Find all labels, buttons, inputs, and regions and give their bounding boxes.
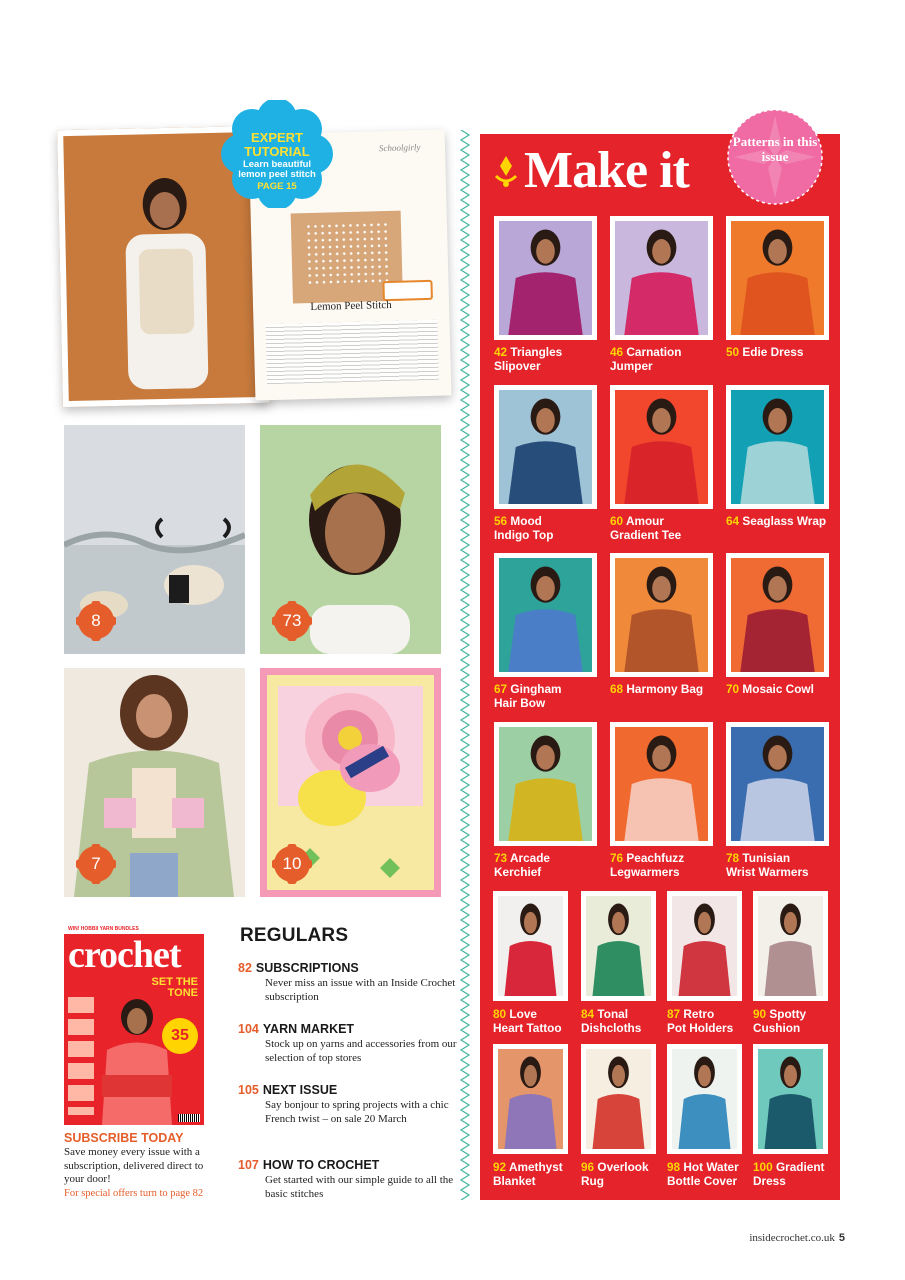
pattern-name: Harmony Bag — [626, 682, 704, 696]
page-badge — [272, 601, 312, 641]
pattern-image — [499, 221, 592, 335]
regular-title: YARN MARKET — [262, 1022, 355, 1036]
pattern-caption[interactable] — [493, 1007, 579, 1035]
pattern-name: Mood Indigo Top — [494, 514, 554, 542]
pattern-page: 73 — [494, 851, 508, 865]
pattern-thumbnail[interactable] — [581, 1044, 656, 1154]
pattern-page: 87 — [667, 1007, 681, 1021]
pattern-image — [758, 896, 823, 996]
footer-site[interactable]: insidecrochet.co.uk — [749, 1232, 835, 1244]
pattern-caption[interactable] — [753, 1007, 839, 1035]
regular-item-next-issue[interactable] — [238, 1083, 463, 1126]
regular-title: SUBSCRIPTIONS — [255, 961, 359, 975]
page-badge-number: 73 — [282, 611, 302, 630]
pattern-image — [615, 558, 708, 672]
patterns-badge — [724, 106, 826, 208]
subscribe-body: Save money every issue with a subscription, delivered direct to your door! — [64, 1146, 204, 1186]
badge-line-2: TUTORIAL — [244, 143, 310, 159]
subscribe-offer-link[interactable]: For special offers turn to page 82 — [64, 1188, 204, 1199]
pattern-name: Love Heart Tattoo — [493, 1007, 562, 1035]
pattern-image — [672, 1049, 737, 1149]
regular-desc: Get started with our simple guide to all the basic stitches — [265, 1174, 454, 1200]
pattern-caption[interactable] — [726, 345, 841, 359]
pattern-image — [615, 221, 708, 335]
pattern-page: 76 — [610, 851, 624, 865]
pattern-name: Arcade Kerchief — [494, 851, 550, 879]
pattern-image — [758, 1049, 823, 1149]
model-figure — [109, 173, 223, 390]
pattern-thumbnail[interactable] — [610, 553, 713, 677]
cover-pattern-count: 35 — [162, 1018, 198, 1054]
pattern-name: Spotty Cushion — [753, 1007, 807, 1035]
pattern-page: 50 — [726, 345, 740, 359]
badge-line-4: lemon peel stitch — [238, 169, 316, 181]
pattern-name: Overlook Rug — [581, 1160, 649, 1188]
pattern-caption[interactable] — [494, 682, 609, 710]
page-footer — [749, 1232, 845, 1244]
pattern-thumbnail[interactable] — [726, 722, 829, 846]
pattern-thumbnail[interactable] — [493, 1044, 568, 1154]
photo-cardigan[interactable] — [64, 668, 245, 897]
page-number: 5 — [838, 1232, 845, 1244]
badge-line-1: EXPERT — [250, 130, 303, 145]
pattern-page: 92 — [493, 1160, 507, 1174]
regular-item-how-to-crochet[interactable] — [238, 1158, 463, 1201]
pattern-name: Retro Pot Holders — [667, 1007, 734, 1035]
photo-frosty-yak[interactable] — [64, 425, 245, 654]
pattern-image — [731, 390, 824, 504]
pattern-page: 46 — [610, 345, 624, 359]
body-text-lines — [266, 320, 440, 384]
regular-page: 105 — [238, 1083, 259, 1097]
page-badge — [76, 844, 116, 884]
pattern-caption[interactable] — [493, 1160, 579, 1188]
cover-logo: crochet — [68, 934, 181, 976]
subscribe-title: SUBSCRIBE TODAY — [64, 1131, 184, 1145]
pattern-thumbnail[interactable] — [753, 891, 828, 1001]
pattern-thumbnail[interactable] — [667, 1044, 742, 1154]
regular-page: 82 — [238, 961, 252, 975]
expert-tutorial-badge[interactable] — [218, 100, 336, 208]
pattern-name: Amour Gradient Tee — [610, 514, 682, 542]
pattern-image — [498, 896, 563, 996]
pattern-thumbnail[interactable] — [667, 891, 742, 1001]
cover-top-strip: WIN! HOBBII YARN BUNDLES — [64, 925, 204, 934]
pattern-image — [615, 390, 708, 504]
cover-model — [102, 995, 172, 1125]
cover-headline-1: SET THE — [151, 976, 198, 988]
regular-item-subscriptions[interactable] — [238, 961, 463, 1004]
pattern-page: 42 — [494, 345, 508, 359]
pattern-thumbnail[interactable] — [753, 1044, 828, 1154]
pattern-caption[interactable] — [494, 851, 609, 879]
pattern-thumbnail[interactable] — [726, 553, 829, 677]
pattern-thumbnail[interactable] — [726, 385, 829, 509]
pattern-image — [731, 727, 824, 841]
pattern-thumbnail[interactable] — [494, 385, 597, 509]
regular-desc: Stock up on yarns and accessories from our selection of top stores — [265, 1038, 457, 1064]
pattern-thumbnail[interactable] — [610, 385, 713, 509]
cover-headline-2: TONE — [167, 987, 198, 999]
crochet-hook-icon — [494, 154, 518, 188]
pattern-name: Seaglass Wrap — [742, 514, 827, 528]
pattern-image — [498, 1049, 563, 1149]
pattern-caption[interactable] — [581, 1160, 667, 1188]
pattern-caption[interactable] — [494, 345, 609, 373]
pattern-caption[interactable] — [610, 345, 725, 373]
pattern-thumbnail[interactable] — [494, 722, 597, 846]
pattern-caption[interactable] — [610, 514, 725, 542]
pattern-caption[interactable] — [726, 514, 841, 528]
pattern-thumbnail[interactable] — [581, 891, 656, 1001]
regulars-heading: REGULARS — [240, 925, 349, 946]
pattern-image — [672, 896, 737, 996]
barcode — [178, 1114, 200, 1122]
pattern-page: 60 — [610, 514, 624, 528]
page-badge-number: 10 — [282, 854, 302, 873]
pattern-image — [731, 558, 824, 672]
pattern-page: 67 — [494, 682, 508, 696]
pattern-name: Tunisian Wrist Warmers — [726, 851, 809, 879]
make-it-title: Make it — [524, 142, 689, 199]
pattern-name: Mosaic Cowl — [742, 682, 814, 696]
pattern-page: 100 — [753, 1160, 773, 1174]
pattern-page: 90 — [753, 1007, 767, 1021]
pattern-thumbnail[interactable] — [493, 891, 568, 1001]
pattern-thumbnail[interactable] — [494, 553, 597, 677]
patterns-badge-text: Patterns in this issue — [732, 134, 818, 164]
pattern-page: 64 — [726, 514, 740, 528]
pattern-caption[interactable] — [726, 851, 841, 879]
pattern-thumbnail[interactable] — [610, 722, 713, 846]
regular-item-yarn-market[interactable] — [238, 1022, 463, 1065]
pattern-name: Gingham Hair Bow — [494, 682, 562, 710]
pattern-thumbnail[interactable] — [494, 216, 597, 340]
regular-title: HOW TO CROCHET — [262, 1158, 380, 1172]
regular-page: 104 — [238, 1022, 259, 1036]
pattern-caption[interactable] — [667, 1160, 753, 1188]
badge-line-3: Learn beautiful — [242, 159, 312, 171]
pattern-caption[interactable] — [753, 1160, 839, 1188]
pattern-page: 84 — [581, 1007, 595, 1021]
pattern-page: 56 — [494, 514, 508, 528]
regular-page: 107 — [238, 1158, 259, 1172]
pattern-name: Carnation Jumper — [610, 345, 682, 373]
page-header: Schoolgirly — [378, 142, 421, 154]
pattern-name: Gradient Dress — [753, 1160, 825, 1188]
pattern-page: 70 — [726, 682, 740, 696]
photo-headscarf[interactable] — [260, 425, 441, 654]
page-badge-number: 7 — [91, 854, 101, 873]
pattern-image — [499, 558, 592, 672]
pattern-image — [586, 896, 651, 996]
pattern-caption[interactable] — [667, 1007, 753, 1035]
magazine-cover[interactable] — [64, 925, 204, 1125]
pattern-name: Tonal Dishcloths — [581, 1007, 642, 1035]
regular-title: NEXT ISSUE — [262, 1083, 338, 1097]
pattern-image — [499, 390, 592, 504]
pattern-page: 96 — [581, 1160, 595, 1174]
pattern-page: 78 — [726, 851, 740, 865]
page-badge-number: 8 — [91, 611, 101, 630]
page-badge — [272, 844, 312, 884]
pattern-caption[interactable] — [581, 1007, 667, 1035]
pattern-image — [615, 727, 708, 841]
pattern-name: Edie Dress — [742, 345, 804, 359]
pattern-image — [731, 221, 824, 335]
cover-thumbnails — [68, 997, 94, 1115]
pattern-name: Peachfuzz Legwarmers — [610, 851, 685, 879]
tutorial-page-title: Lemon Peel Stitch — [310, 298, 392, 314]
pattern-name: Hot Water Bottle Cover — [667, 1160, 739, 1188]
pattern-name: Amethyst Blanket — [493, 1160, 563, 1188]
photo-granny-square[interactable] — [260, 668, 441, 897]
pattern-caption[interactable] — [610, 851, 725, 879]
pattern-page: 98 — [667, 1160, 681, 1174]
pattern-name: Triangles Slipover — [494, 345, 563, 373]
pattern-thumbnail[interactable] — [610, 216, 713, 340]
regular-desc: Never miss an issue with an Inside Crochet subscription — [265, 977, 456, 1003]
pattern-image — [586, 1049, 651, 1149]
regular-desc: Say bonjour to spring projects with a chic French twist – on sale 20 March — [265, 1099, 449, 1125]
pattern-caption[interactable] — [494, 514, 609, 542]
pattern-caption[interactable] — [610, 682, 725, 696]
pattern-thumbnail[interactable] — [726, 216, 829, 340]
pattern-page: 68 — [610, 682, 624, 696]
pattern-page: 80 — [493, 1007, 507, 1021]
badge-page: PAGE 15 — [257, 181, 297, 193]
pattern-image — [499, 727, 592, 841]
page-badge — [76, 601, 116, 641]
pattern-caption[interactable] — [726, 682, 841, 696]
